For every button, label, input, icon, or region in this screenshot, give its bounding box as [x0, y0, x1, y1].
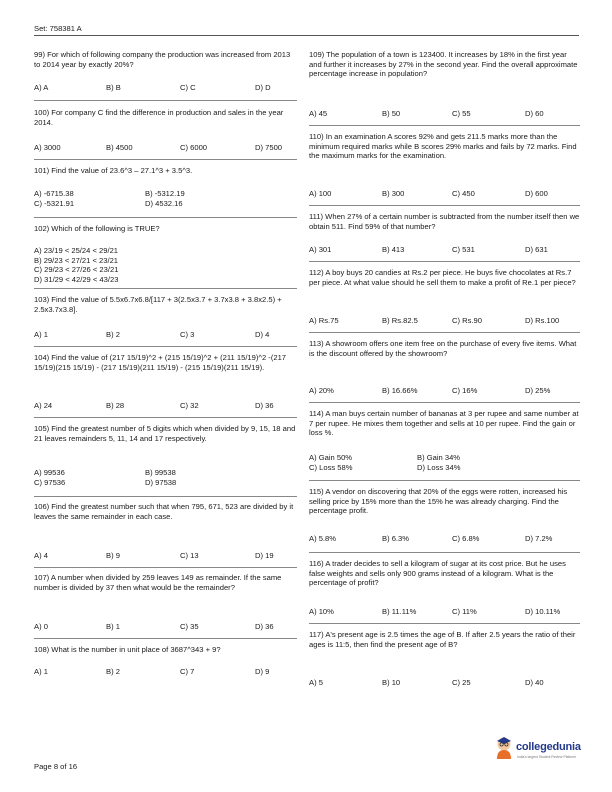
option-b: B) 1	[106, 622, 120, 631]
options-113	[309, 386, 580, 398]
option-a: A) 45	[309, 109, 328, 118]
option-b: B) 2	[106, 330, 120, 339]
option-d: D) 600	[525, 189, 548, 198]
question-114	[309, 409, 580, 438]
question-text: 114) A man buys certain number of bananas at 3 per rupee and same number at 7 per rupee. He mixes them together and sells at 10 per rupee. Find the gain or loss %.	[309, 409, 579, 438]
divider	[34, 217, 297, 218]
option-c: C) 6000	[180, 143, 208, 152]
divider	[309, 125, 580, 126]
option-c: C) 7	[180, 667, 195, 676]
question-text: 109) The population of a town is 123400. It increases by 18% in the first year and further it increases by 27% in the second year. Find the overall approximate percentage increase in population?	[309, 50, 578, 79]
option-d: D) 10.11%	[525, 607, 561, 616]
option-b: B) 99538	[145, 468, 176, 477]
option-d: D) 19	[255, 551, 274, 560]
option-a: A) 20%	[309, 386, 334, 395]
option-b: B) B	[106, 83, 121, 92]
options-99	[34, 83, 297, 95]
options-109	[309, 109, 580, 121]
option-a: A) 24	[34, 401, 53, 410]
option-d: D) 631	[525, 245, 548, 254]
options-100	[34, 143, 297, 155]
divider	[34, 346, 297, 347]
option-c: C) 3	[180, 330, 195, 339]
question-text: 113) A showroom offers one item free on the purchase of every five items. What is the discount offered by the showroom?	[309, 339, 577, 358]
option-c: C) 531	[452, 245, 475, 254]
question-text: 103) Find the value of 5.5x6.7x6.8/[117 + 3(2.5x3.7 + 3.7x3.8 + 3.8x2.5) + 2.5x3.7x3.8].	[34, 295, 282, 314]
options-105	[34, 468, 297, 487]
question-108	[34, 645, 297, 655]
option-c: C) 16%	[452, 386, 478, 395]
divider	[34, 638, 297, 639]
option-b: B) 50	[382, 109, 401, 118]
question-text: 104) Find the value of (217 15/19)^2 + (215 15/19)^2 + (211 15/19)^2 -(217 15/19)(215 15/19) - (217 15/19)(211 15/19) - (215 15/19)(211 15/19).	[34, 353, 287, 372]
options-101	[34, 189, 297, 208]
question-112	[309, 268, 580, 287]
question-115	[309, 487, 580, 516]
option-b: B) 28	[106, 401, 125, 410]
option-d: D) 97538	[145, 477, 177, 487]
option-d: D) 4532.16	[145, 198, 183, 208]
option-c: C) 6.8%	[452, 534, 480, 543]
divider	[34, 567, 297, 568]
option-b: B) Rs.82.5	[382, 316, 418, 325]
option-b: B) -5312.19	[145, 189, 185, 198]
page-number: Page 8 of 16	[34, 762, 78, 771]
option-b: B) 9	[106, 551, 120, 560]
option-d: D) 36	[255, 401, 274, 410]
option-c: C) Rs.90	[452, 316, 482, 325]
divider	[309, 261, 580, 262]
mascot-icon	[493, 735, 515, 759]
option-c: C) 55	[452, 109, 471, 118]
question-text: 117) A's present age is 2.5 times the age of B. If after 2.5 years the ratio of their ages is 11:5, then find the present age of B?	[309, 630, 576, 649]
divider	[309, 552, 580, 553]
option-c: C) Loss 58%	[309, 462, 353, 472]
option-a: A) 301	[309, 245, 332, 254]
option-a: A) Rs.75	[309, 316, 339, 325]
option-c: C) 13	[180, 551, 199, 560]
question-text: 106) Find the greatest number such that when 795, 671, 523 are divided by it leaves the same remainder in each case.	[34, 502, 294, 521]
option-c: C) 35	[180, 622, 199, 631]
divider	[34, 496, 297, 497]
option-a: A) 0	[34, 622, 48, 631]
options-108	[34, 667, 297, 679]
set-id: Set: 758381 A	[34, 24, 82, 33]
options-110	[309, 189, 580, 201]
options-112	[309, 316, 580, 328]
options-104	[34, 401, 297, 413]
question-99	[34, 50, 297, 69]
question-107	[34, 573, 297, 592]
option-b: B) 29/23 < 27/21 < 23/21	[34, 255, 119, 265]
divider	[34, 159, 297, 160]
question-103	[34, 295, 297, 314]
option-a: A) Gain 50%	[309, 453, 353, 462]
option-a: A) 99536	[34, 468, 65, 477]
divider	[34, 100, 297, 101]
question-116	[309, 559, 580, 588]
question-text: 107) A number when divided by 259 leaves 149 as remainder. If the same number is divided by 37 then what would be the remainder?	[34, 573, 282, 592]
option-b: B) 10	[382, 678, 401, 687]
option-a: A) 4	[34, 551, 48, 560]
question-105	[34, 424, 297, 443]
options-117	[309, 678, 580, 690]
question-text: 102) Which of the following is TRUE?	[34, 224, 160, 233]
option-b: B) 2	[106, 667, 120, 676]
question-text: 99) For which of following company the production was increased from 2013 to 2014 year by exactly 20%?	[34, 50, 291, 69]
option-b: B) 300	[382, 189, 405, 198]
option-a: A) 5	[309, 678, 323, 687]
question-100	[34, 108, 297, 127]
option-c: C) 450	[452, 189, 475, 198]
option-a: A) 23/19 < 25/24 < 29/21	[34, 246, 119, 255]
option-a: A) 5.8%	[309, 534, 337, 543]
question-text: 116) A trader decides to sell a kilogram of sugar at its cost price. But he uses false weights and sells only 900 grams instead of a kilogram. What is the percentage of profit?	[309, 559, 566, 588]
divider	[309, 480, 580, 481]
question-110	[309, 132, 580, 161]
question-117	[309, 630, 580, 649]
options-107	[34, 622, 297, 634]
question-text: 101) Find the value of 23.6^3 – 27.1^3 + 3.5^3.	[34, 166, 193, 175]
option-c: C) 32	[180, 401, 199, 410]
question-text: 111) When 27% of a certain number is subtracted from the number itself then we obtain 511. Find 59% of that number?	[309, 212, 580, 231]
options-116	[309, 607, 580, 619]
option-d: D) 7.2%	[525, 534, 553, 543]
option-d: D) 60	[525, 109, 544, 118]
question-text: 112) A boy buys 20 candies at Rs.2 per piece. He buys five chocolates at Rs.7 per piece. At what value should he sell them to make a profit of Re.1 per piece?	[309, 268, 576, 287]
option-d: D) 40	[525, 678, 544, 687]
question-text: 108) What is the number in unit place of 3687^343 + 9?	[34, 645, 221, 654]
option-c: C) 97536	[34, 477, 66, 487]
option-a: A) -6715.38	[34, 189, 74, 198]
option-b: B) 413	[382, 245, 405, 254]
options-114	[309, 453, 580, 472]
question-text: 105) Find the greatest number of 5 digits which when divided by 9, 15, 18 and 21 leaves remainders 5, 11, 14 and 17 respectively.	[34, 424, 296, 443]
logo-tagline: India's largest Student Review Platform	[517, 755, 577, 759]
divider	[309, 332, 580, 333]
option-b: B) 16.66%	[382, 386, 418, 395]
option-a: A) 100	[309, 189, 332, 198]
question-102	[34, 224, 297, 234]
option-b: B) 11.11%	[382, 607, 417, 616]
option-d: D) 36	[255, 622, 274, 631]
option-c: C) -5321.91	[34, 198, 75, 208]
option-b: B) Gain 34%	[417, 453, 461, 462]
option-d: D) Rs.100	[525, 316, 560, 325]
option-c: C) 29/23 < 27/26 < 23/21	[34, 265, 119, 275]
option-a: A) 10%	[309, 607, 334, 616]
option-a: A) 1	[34, 330, 48, 339]
divider	[309, 205, 580, 206]
question-109	[309, 50, 580, 79]
option-b: B) 6.3%	[382, 534, 410, 543]
question-101	[34, 166, 297, 176]
header-rule	[34, 35, 579, 36]
options-115	[309, 534, 580, 546]
options-106	[34, 551, 297, 563]
divider	[309, 402, 580, 403]
options-111	[309, 245, 580, 257]
option-c: C) 11%	[452, 607, 477, 616]
question-text: 115) A vendor on discovering that 20% of the eggs were rotten, increased his selling price by 15% more than the 15% he was already charging. Find the percentage profit.	[309, 487, 568, 516]
question-text: 100) For company C find the difference in production and sales in the year 2014.	[34, 108, 284, 127]
question-113	[309, 339, 580, 358]
question-text: 110) In an examination A scores 92% and gets 211.5 marks more than the minimum required marks while B scores 29% marks and fails by 72 marks. Find the maximum marks for the examination.	[309, 132, 577, 161]
divider	[309, 623, 580, 624]
question-106	[34, 502, 297, 521]
question-111	[309, 212, 580, 231]
option-d: D) 9	[255, 667, 270, 676]
logo-name: collegedunia	[516, 741, 581, 753]
question-104	[34, 353, 297, 372]
divider	[34, 288, 297, 289]
options-102	[34, 246, 297, 284]
option-c: C) C	[180, 83, 196, 92]
option-d: D) 7500	[255, 143, 283, 152]
option-a: A) 3000	[34, 143, 61, 152]
options-103	[34, 330, 297, 342]
option-d: D) 31/29 < 42/29 < 43/23	[34, 274, 119, 284]
option-d: D) 4	[255, 330, 270, 339]
option-d: D) Loss 34%	[417, 462, 461, 472]
option-d: D) 25%	[525, 386, 551, 395]
option-b: B) 4500	[106, 143, 133, 152]
option-d: D) D	[255, 83, 271, 92]
option-c: C) 25	[452, 678, 471, 687]
option-a: A) A	[34, 83, 49, 92]
option-a: A) 1	[34, 667, 48, 676]
collegedunia-logo	[493, 735, 581, 769]
divider	[34, 417, 297, 418]
